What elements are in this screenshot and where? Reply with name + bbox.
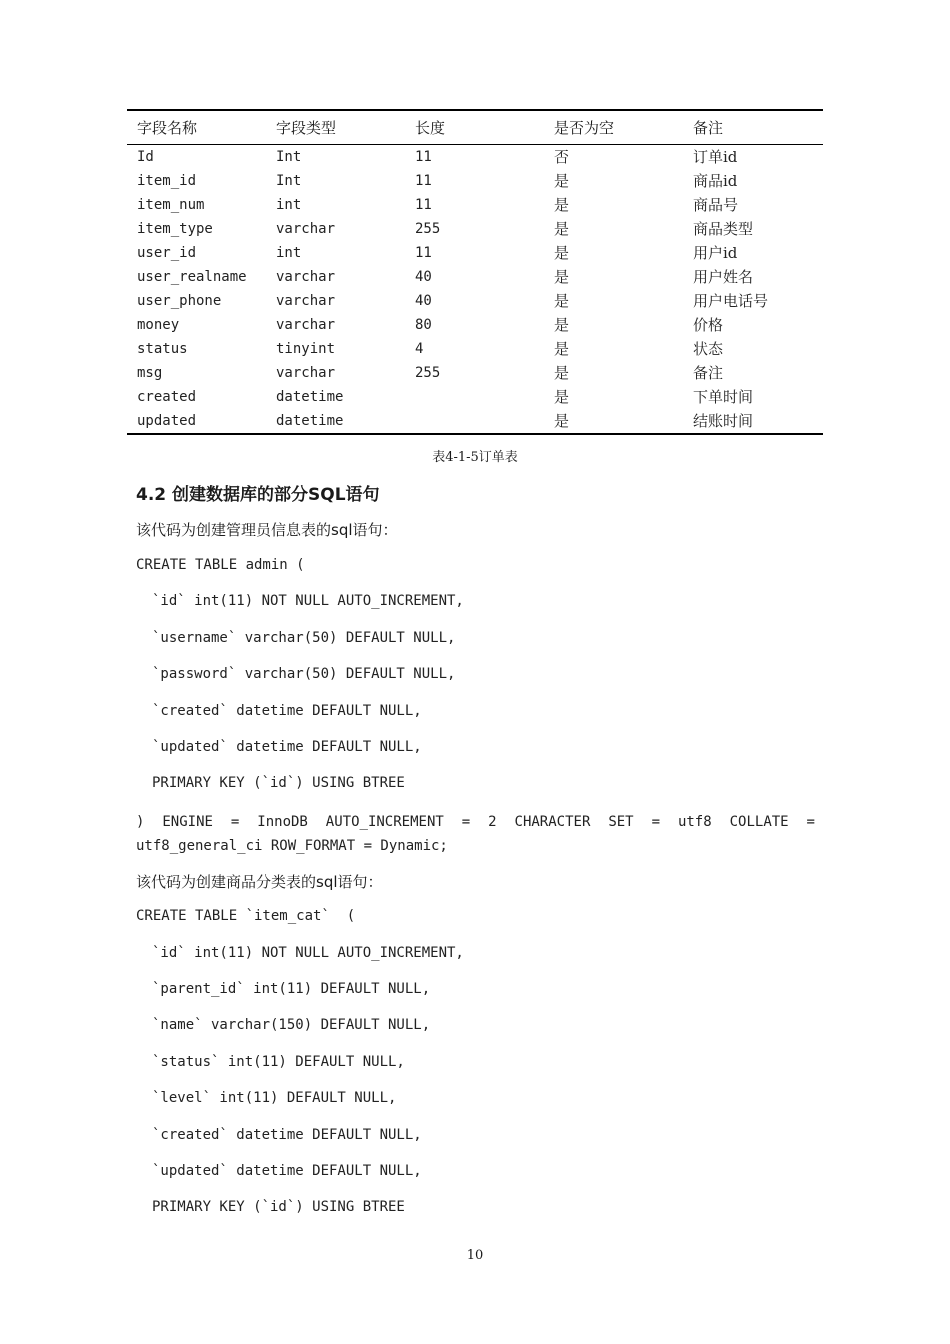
cell-remark: 商品类型 [693,220,754,238]
table-row [127,193,823,217]
cell-length: 11 [415,173,432,189]
cell-name: Id [137,149,154,165]
cell-length: 4 [415,341,424,357]
cell-type: Int [276,149,302,165]
cell-type: varchar [276,293,336,309]
table-row [127,145,823,170]
code-line: `id` int(11) NOT NULL AUTO_INCREMENT, [152,945,464,961]
table-row [127,361,823,385]
cell-length: 80 [415,317,432,333]
cell-length: 11 [415,197,432,213]
header-remark: 备注 [693,119,724,137]
cell-type: int [276,197,302,213]
cell-remark: 用户姓名 [693,268,754,286]
cell-nullable: 否 [554,148,570,166]
table-row [127,337,823,361]
cell-remark: 商品id [693,172,738,190]
code-line: `id` int(11) NOT NULL AUTO_INCREMENT, [152,593,464,609]
cell-length: 40 [415,269,432,285]
cell-length: 255 [415,365,441,381]
cell-type: varchar [276,365,336,381]
header-length: 长度 [415,119,446,137]
cell-nullable: 是 [554,172,570,190]
cell-name: created [137,389,197,405]
code-line: PRIMARY KEY (`id`) USING BTREE [152,1199,405,1215]
cell-nullable: 是 [554,196,570,214]
header-field-name: 字段名称 [137,119,198,137]
cell-remark: 价格 [693,316,724,334]
code-line: CREATE TABLE admin ( [136,557,305,573]
code-line: `updated` datetime DEFAULT NULL, [152,739,422,755]
table-row [127,409,823,434]
table-row [127,217,823,241]
cell-length: 11 [415,245,432,261]
cell-nullable: 是 [554,292,570,310]
cell-nullable: 是 [554,316,570,334]
cell-remark: 备注 [693,364,724,382]
table-row [127,241,823,265]
header-nullable: 是否为空 [554,119,615,137]
cell-length: 11 [415,149,432,165]
table-row [127,289,823,313]
admin-sql-intro: 该代码为创建管理员信息表的sql语句： [136,521,398,539]
cell-type: Int [276,173,302,189]
cell-nullable: 是 [554,364,570,382]
cell-length: 255 [415,221,441,237]
cell-name: status [137,341,188,357]
code-line: `name` varchar(150) DEFAULT NULL, [152,1017,431,1033]
cell-remark: 下单时间 [693,388,754,406]
cell-name: item_id [137,173,197,189]
page-number: 10 [466,1248,484,1263]
cell-length [405,409,544,434]
table-row [127,265,823,289]
cell-nullable: 是 [554,220,570,238]
code-line: `updated` datetime DEFAULT NULL, [152,1163,422,1179]
cell-name: item_type [137,221,213,237]
cell-name: user_id [137,245,197,261]
cell-type: varchar [276,317,336,333]
header-field-type: 字段类型 [276,119,337,137]
code-line: CREATE TABLE `item_cat` ( [136,908,356,924]
cell-nullable: 是 [554,340,570,358]
cell-remark: 订单id [693,148,738,166]
cell-type: datetime [276,413,344,429]
code-line: `password` varchar(50) DEFAULT NULL, [152,666,456,682]
code-line: `status` int(11) DEFAULT NULL, [152,1054,405,1070]
table-row [127,313,823,337]
table-caption: 表4-1-5订单表 [432,450,518,465]
cell-nullable: 是 [554,268,570,286]
cell-name: user_phone [137,293,222,309]
code-line: `parent_id` int(11) DEFAULT NULL, [152,981,431,997]
cell-remark: 用户id [693,244,738,262]
table-header-row [127,110,823,145]
cell-name: item_num [137,197,205,213]
code-line-engine: ) ENGINE = InnoDB AUTO_INCREMENT = 2 CHARACTER SET = utf8 COLLATE = utf8_general_ci ROW_FORMAT = Dynamic; [136,814,815,854]
cell-name: msg [137,365,163,381]
cell-name: updated [137,413,197,429]
cell-remark: 用户电话号 [693,292,769,310]
order-table [127,109,823,435]
section-heading: 4.2 创建数据库的部分SQL语句 [136,485,380,505]
code-line: `created` datetime DEFAULT NULL, [152,1127,422,1143]
cell-remark: 商品号 [693,196,739,214]
cell-type: varchar [276,269,336,285]
code-line: `username` varchar(50) DEFAULT NULL, [152,630,456,646]
cell-nullable: 是 [554,388,570,406]
code-line: `created` datetime DEFAULT NULL, [152,703,422,719]
cell-length: 40 [415,293,432,309]
cell-remark: 结账时间 [693,412,754,430]
code-line: PRIMARY KEY (`id`) USING BTREE [152,775,405,791]
table-row [127,169,823,193]
cell-type: varchar [276,221,336,237]
code-line: `level` int(11) DEFAULT NULL, [152,1090,397,1106]
cell-remark: 状态 [693,340,724,358]
cell-name: user_realname [137,269,247,285]
cell-type: int [276,245,302,261]
cell-name: money [137,317,180,333]
cell-type: tinyint [276,341,336,357]
cell-type: datetime [276,389,344,405]
table-row [127,385,823,409]
cell-nullable: 是 [554,244,570,262]
item-cat-sql-intro: 该代码为创建商品分类表的sql语句： [136,873,383,891]
cell-nullable: 是 [554,412,570,430]
cell-length [405,385,544,409]
